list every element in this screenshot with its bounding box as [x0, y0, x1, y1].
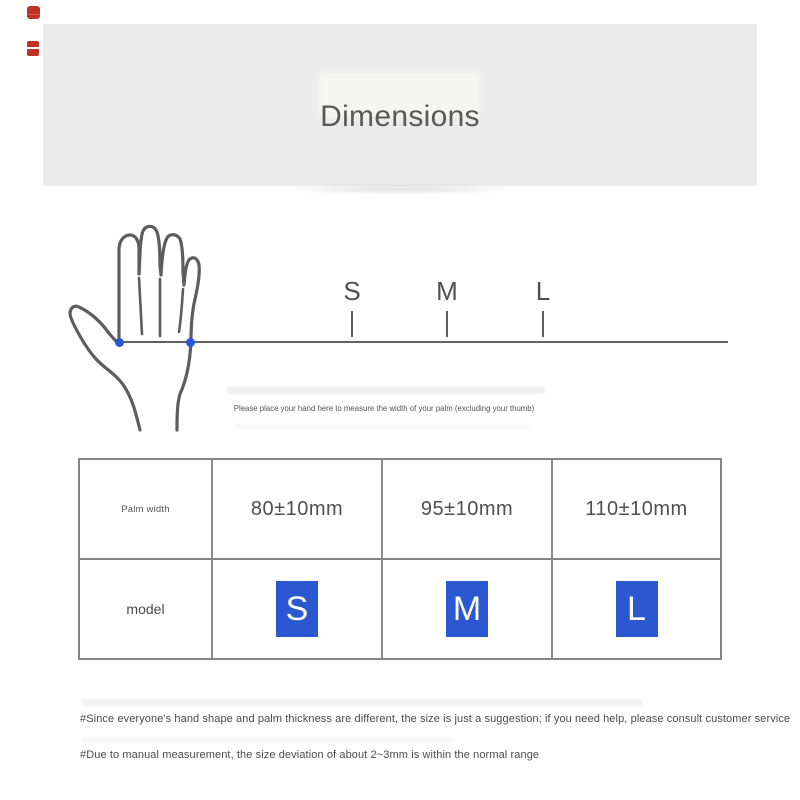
hand-outline-icon [65, 222, 205, 432]
size-marker-l: L [535, 276, 551, 306]
measure-dot-left [115, 338, 124, 347]
size-marker-tick-m [446, 311, 448, 337]
size-table [78, 458, 722, 660]
palm-width-value-m: 95±10mm [381, 460, 551, 558]
size-badge-s: S [276, 581, 318, 637]
watermark-smudge [82, 699, 642, 706]
measure-dot-right [186, 338, 195, 347]
watermark-smudge [227, 387, 545, 394]
red-stamp-icon [27, 6, 40, 19]
size-marker-m: M [436, 276, 458, 306]
size-badge-l: L [616, 581, 658, 637]
model-cell-l [551, 558, 720, 658]
page-title: Dimensions [320, 100, 480, 133]
measure-caption: Please place your hand here to measure the width of your palm (excluding your thumb) [233, 404, 535, 414]
model-cell-m [381, 558, 551, 658]
palm-width-value-s: 80±10mm [211, 460, 381, 558]
size-marker-tick-l [542, 311, 544, 337]
palm-width-value-l: 110±10mm [551, 460, 720, 558]
size-marker-tick-s [351, 311, 353, 337]
red-stamp-icon [27, 41, 39, 56]
measurement-line [119, 341, 728, 343]
watermark-smudge [82, 737, 452, 743]
watermark-smudge [235, 424, 530, 429]
size-badge-m: M [446, 581, 488, 637]
header-banner [43, 24, 757, 186]
model-cell-s [211, 558, 381, 658]
row-label-palm-width: Palm width [121, 503, 170, 515]
footnote-deviation: #Due to manual measurement, the size deviation of about 2~3mm is within the normal range [80, 749, 540, 761]
footnote-suggestion: #Since everyone's hand shape and palm thickness are different, the size is just a suggestion; if you need help, please consult customer service [80, 713, 791, 725]
row-label-model: model [80, 558, 211, 658]
size-marker-s: S [343, 276, 361, 306]
